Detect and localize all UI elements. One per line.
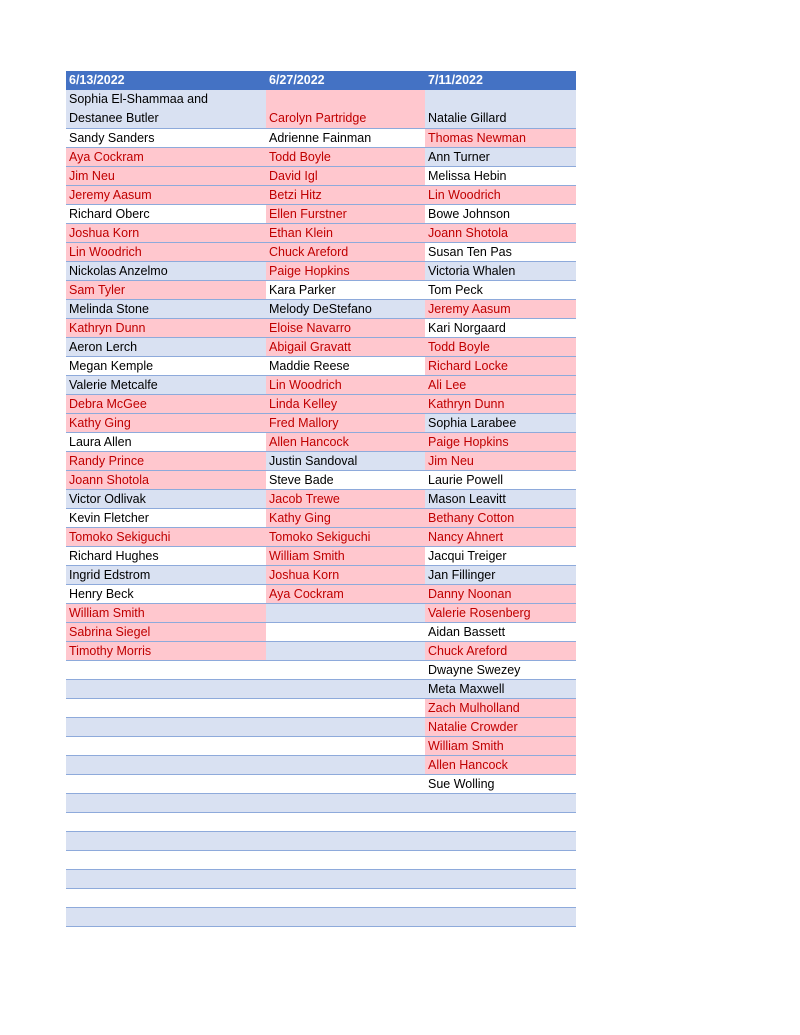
table-cell-col-1[interactable]: Sophia El-Shammaa and Destanee Butler [66,90,266,129]
table-cell-col-2[interactable]: Lin Woodrich [266,376,425,395]
table-cell-col-1[interactable] [66,851,266,870]
table-cell-col-1[interactable] [66,908,266,927]
table-cell-col-2[interactable]: Kathy Ging [266,509,425,528]
table-row [66,452,576,471]
table-cell-col-2[interactable]: Aya Cockram [266,585,425,604]
table-cell-col-3[interactable]: Todd Boyle [425,338,576,357]
table-cell-col-1[interactable] [66,661,266,680]
table-cell-col-3[interactable]: Laurie Powell [425,471,576,490]
table-cell-col-3[interactable]: Allen Hancock [425,756,576,775]
table-cell-col-2[interactable]: Jacob Trewe [266,490,425,509]
table-cell-col-3[interactable]: Jeremy Aasum [425,300,576,319]
table-cell-col-2[interactable] [266,642,425,661]
table-cell-col-3[interactable] [425,851,576,870]
table-cell-col-2[interactable]: Ellen Furstner [266,205,425,224]
table-cell-col-1[interactable]: William Smith [66,604,266,623]
table-cell-col-1[interactable] [66,718,266,737]
table-cell-col-3[interactable]: Jacqui Treiger [425,547,576,566]
table-cell-col-2[interactable]: Allen Hancock [266,433,425,452]
table-row [66,908,576,927]
table-cell-col-1[interactable]: Lin Woodrich [66,243,266,262]
table-row [66,224,576,243]
table-cell-col-3[interactable] [425,832,576,851]
table-cell-col-2[interactable]: William Smith [266,547,425,566]
table-cell-col-1[interactable]: Sam Tyler [66,281,266,300]
table-row [66,794,576,813]
table-cell-col-1[interactable]: Joshua Korn [66,224,266,243]
table-cell-col-1[interactable]: Joann Shotola [66,471,266,490]
table-cell-col-1[interactable]: Henry Beck [66,585,266,604]
table-cell-col-1[interactable] [66,794,266,813]
table-row [66,680,576,699]
table-cell-col-3[interactable]: Sophia Larabee [425,414,576,433]
table-cell-col-1[interactable] [66,832,266,851]
table-cell-col-3[interactable]: Zach Mulholland [425,699,576,718]
table-cell-col-3[interactable]: Natalie Gillard [425,90,576,129]
table-cell-col-3[interactable]: Bethany Cotton [425,509,576,528]
table-cell-col-1[interactable]: Jeremy Aasum [66,186,266,205]
table-cell-col-1[interactable]: Aeron Lerch [66,338,266,357]
table-cell-col-3[interactable] [425,889,576,908]
table-row [66,376,576,395]
table-cell-col-3[interactable]: Dwayne Swezey [425,661,576,680]
table-row [66,433,576,452]
table-row [66,471,576,490]
table-row [66,699,576,718]
table-row [66,756,576,775]
table-cell-col-3[interactable] [425,794,576,813]
table-row [66,414,576,433]
table-cell-col-3[interactable]: Kathryn Dunn [425,395,576,414]
table-cell-col-2[interactable]: Fred Mallory [266,414,425,433]
table-cell-col-3[interactable]: Richard Locke [425,357,576,376]
table-cell-col-1[interactable] [66,870,266,889]
table-cell-col-2[interactable]: Justin Sandoval [266,452,425,471]
table-cell-col-3[interactable]: Paige Hopkins [425,433,576,452]
table-cell-col-1[interactable]: Jim Neu [66,167,266,186]
table-cell-col-1[interactable] [66,680,266,699]
table-cell-col-2[interactable] [266,832,425,851]
table-row [66,547,576,566]
table-cell-col-3[interactable]: Meta Maxwell [425,680,576,699]
table-cell-col-3[interactable]: Ali Lee [425,376,576,395]
table-cell-col-3[interactable]: Lin Woodrich [425,186,576,205]
table-cell-col-3[interactable]: Thomas Newman [425,129,576,148]
table-cell-col-3[interactable]: Tom Peck [425,281,576,300]
table-cell-col-2[interactable]: Tomoko Sekiguchi [266,528,425,547]
table-cell-col-3[interactable]: Danny Noonan [425,585,576,604]
table-row [66,281,576,300]
table-row [66,357,576,376]
table-cell-col-2[interactable] [266,870,425,889]
table-cell-col-2[interactable]: Linda Kelley [266,395,425,414]
table-cell-col-1[interactable]: Randy Prince [66,452,266,471]
table-cell-col-2[interactable] [266,680,425,699]
table-row [66,851,576,870]
table-row [66,661,576,680]
table-cell-col-1[interactable]: Kevin Fletcher [66,509,266,528]
table-cell-col-2[interactable] [266,623,425,642]
table-row [66,870,576,889]
table-cell-col-2[interactable]: Kara Parker [266,281,425,300]
table-cell-col-2[interactable] [266,604,425,623]
table-cell-col-2[interactable] [266,718,425,737]
table-row [66,566,576,585]
table-cell-col-2[interactable] [266,775,425,794]
table-cell-col-3[interactable]: Nancy Ahnert [425,528,576,547]
table-row [66,262,576,281]
column-header-date-2[interactable]: 6/27/2022 [266,71,425,90]
table-cell-col-1[interactable]: Nickolas Anzelmo [66,262,266,281]
table-cell-col-1[interactable]: Laura Allen [66,433,266,452]
table-cell-col-1[interactable]: Richard Oberc [66,205,266,224]
table-cell-col-2[interactable] [266,794,425,813]
table-row [66,167,576,186]
table-row [66,604,576,623]
table-cell-col-1[interactable]: Richard Hughes [66,547,266,566]
table-cell-col-3[interactable]: Mason Leavitt [425,490,576,509]
table-cell-col-2[interactable] [266,699,425,718]
table-cell-col-3[interactable]: Aidan Bassett [425,623,576,642]
table-row [66,186,576,205]
table-cell-col-2[interactable]: Abigail Gravatt [266,338,425,357]
table-cell-col-2[interactable]: Todd Boyle [266,148,425,167]
table-cell-col-1[interactable] [66,813,266,832]
table-cell-col-1[interactable]: Victor Odlivak [66,490,266,509]
table-cell-col-3[interactable] [425,813,576,832]
table-cell-col-1[interactable]: Ingrid Edstrom [66,566,266,585]
table-cell-col-2[interactable]: Eloise Navarro [266,319,425,338]
table-row [66,319,576,338]
schedule-table [66,71,576,927]
table-row [66,490,576,509]
table-cell-col-2[interactable]: Melody DeStefano [266,300,425,319]
table-cell-col-3[interactable]: Chuck Areford [425,642,576,661]
table-cell-col-2[interactable]: Paige Hopkins [266,262,425,281]
table-cell-col-1[interactable] [66,775,266,794]
table-row [66,737,576,756]
table-row [66,585,576,604]
table-cell-col-1[interactable]: Sabrina Siegel [66,623,266,642]
table-cell-col-1[interactable] [66,737,266,756]
table-cell-col-1[interactable]: Melinda Stone [66,300,266,319]
table-row [66,338,576,357]
table-row [66,623,576,642]
table-row [66,243,576,262]
table-cell-col-2[interactable] [266,908,425,927]
table-cell-col-1[interactable]: Tomoko Sekiguchi [66,528,266,547]
table-row [66,395,576,414]
table-cell-col-3[interactable]: Jim Neu [425,452,576,471]
table-row [66,642,576,661]
table-cell-col-1[interactable]: Aya Cockram [66,148,266,167]
table-cell-col-1[interactable]: Timothy Morris [66,642,266,661]
table-row [66,205,576,224]
table-cell-col-1[interactable]: Kathy Ging [66,414,266,433]
table-row [66,129,576,148]
table-cell-col-1[interactable]: Sandy Sanders [66,129,266,148]
table-row [66,509,576,528]
table-row [66,528,576,547]
table-cell-col-1[interactable]: Debra McGee [66,395,266,414]
table-row [66,90,576,129]
table-cell-col-3[interactable]: Jan Fillinger [425,566,576,585]
table-cell-col-2[interactable] [266,851,425,870]
column-header-date-1[interactable]: 6/13/2022 [66,71,266,90]
table-cell-col-1[interactable]: Megan Kemple [66,357,266,376]
table-row [66,832,576,851]
table-cell-col-1[interactable] [66,756,266,775]
table-cell-col-2[interactable]: Joshua Korn [266,566,425,585]
table-cell-col-1[interactable]: Kathryn Dunn [66,319,266,338]
table-cell-col-2[interactable] [266,661,425,680]
table-cell-col-3[interactable]: William Smith [425,737,576,756]
table-cell-col-3[interactable] [425,908,576,927]
table-cell-col-2[interactable]: Ethan Klein [266,224,425,243]
table-cell-col-1[interactable] [66,889,266,908]
table-cell-col-3[interactable]: Sue Wolling [425,775,576,794]
table-cell-col-2[interactable]: Adrienne Fainman [266,129,425,148]
table-cell-col-3[interactable]: Melissa Hebin [425,167,576,186]
table-row [66,148,576,167]
table-cell-col-3[interactable]: Bowe Johnson [425,205,576,224]
header-row [66,71,576,90]
table-cell-col-2[interactable] [266,889,425,908]
table-cell-col-3[interactable]: Kari Norgaard [425,319,576,338]
table-cell-col-1[interactable]: Valerie Metcalfe [66,376,266,395]
table-cell-col-2[interactable]: Steve Bade [266,471,425,490]
table-cell-col-3[interactable]: Valerie Rosenberg [425,604,576,623]
table-cell-col-2[interactable] [266,756,425,775]
table-row [66,718,576,737]
table-cell-col-2[interactable]: Carolyn Partridge [266,90,425,129]
table-cell-col-2[interactable] [266,737,425,756]
column-header-date-3[interactable]: 7/11/2022 [425,71,576,90]
table-cell-col-3[interactable]: Susan Ten Pas [425,243,576,262]
table-cell-col-2[interactable] [266,813,425,832]
table-cell-col-2[interactable]: David Igl [266,167,425,186]
table-cell-col-2[interactable]: Maddie Reese [266,357,425,376]
table-cell-col-1[interactable] [66,699,266,718]
table-cell-col-3[interactable]: Victoria Whalen [425,262,576,281]
table-row [66,300,576,319]
table-row [66,775,576,794]
table-body [66,90,576,927]
table-cell-col-2[interactable]: Betzi Hitz [266,186,425,205]
table-cell-col-3[interactable] [425,870,576,889]
table-cell-col-3[interactable]: Ann Turner [425,148,576,167]
table-row [66,813,576,832]
table-row [66,889,576,908]
table-cell-col-2[interactable]: Chuck Areford [266,243,425,262]
table-cell-col-3[interactable]: Natalie Crowder [425,718,576,737]
table-cell-col-3[interactable]: Joann Shotola [425,224,576,243]
